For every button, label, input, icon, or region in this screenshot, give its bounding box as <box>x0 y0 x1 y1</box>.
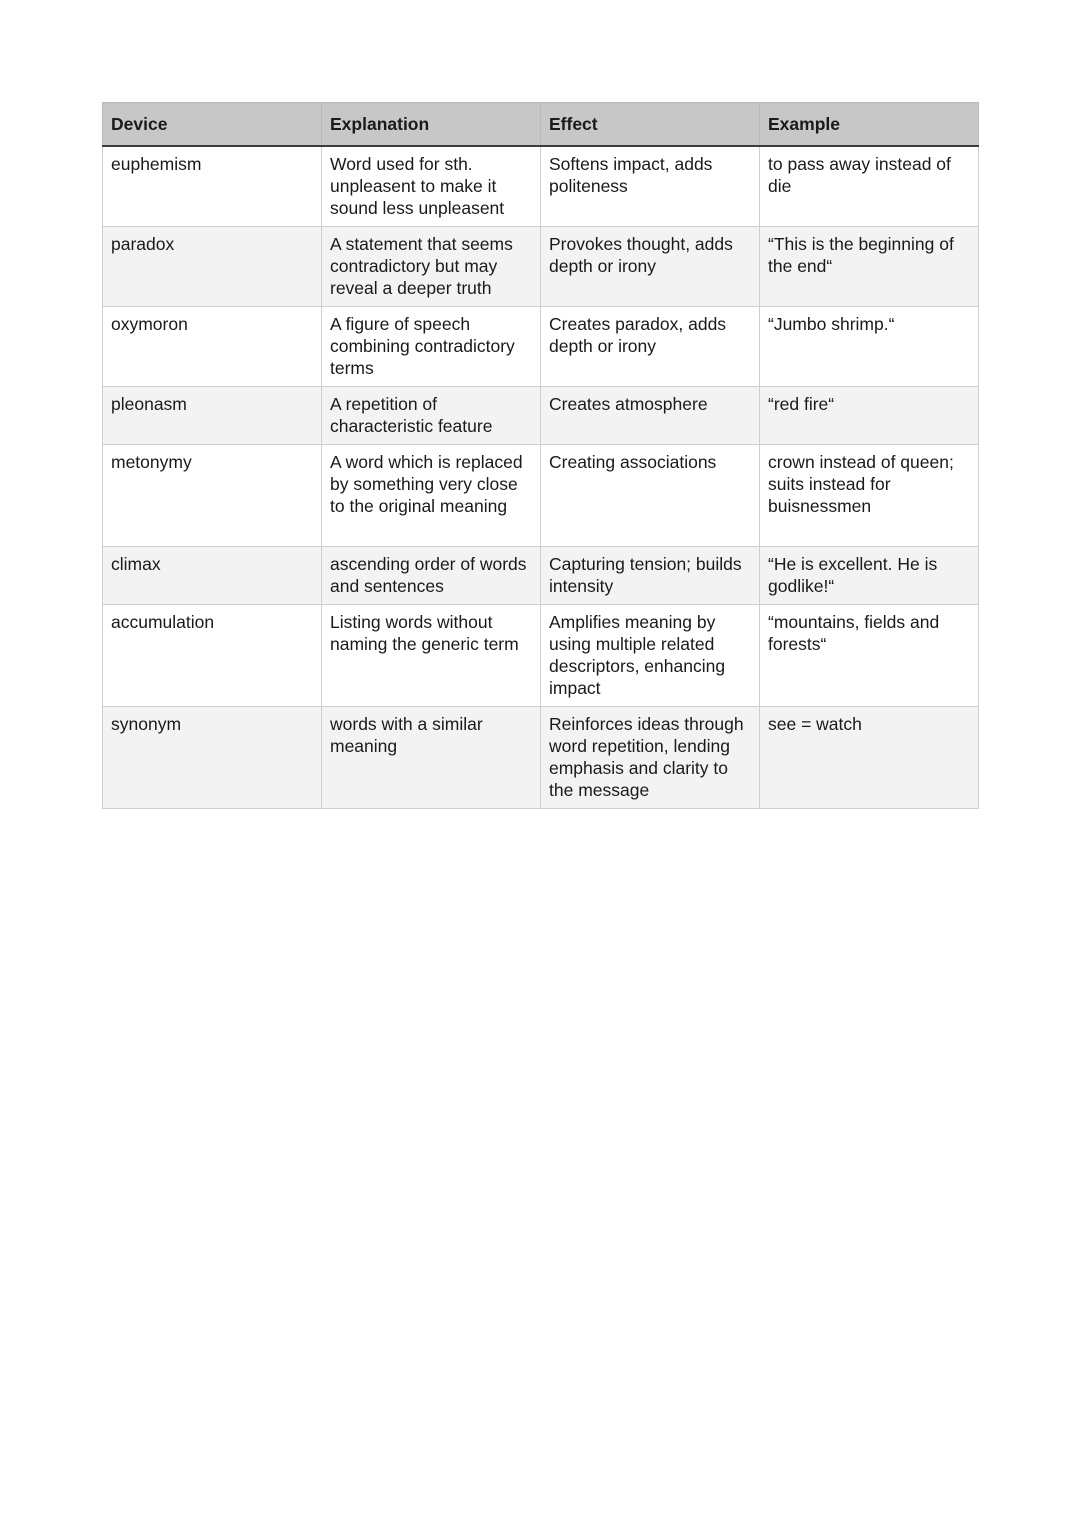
effect-cell: Reinforces ideas through word repetition, lending emphasis and clarity to the message <box>541 706 760 808</box>
table-row <box>103 306 979 386</box>
example-cell: to pass away instead of die <box>760 146 979 226</box>
example-cell: crown instead of queen; suits instead for buisnessmen <box>760 444 979 546</box>
stylistic-devices-table <box>102 102 979 809</box>
explanation-cell: A statement that seems contradictory but may reveal a deeper truth <box>322 226 541 306</box>
example-cell: “This is the beginning of the end“ <box>760 226 979 306</box>
device-cell: euphemism <box>103 146 322 226</box>
example-cell: “mountains, fields and forests“ <box>760 604 979 706</box>
effect-cell: Creates paradox, adds depth or irony <box>541 306 760 386</box>
explanation-cell: A word which is replaced by something very close to the original meaning <box>322 444 541 546</box>
explanation-cell: ascending order of words and sentences <box>322 546 541 604</box>
header-device: Device <box>103 103 322 147</box>
table-row <box>103 386 979 444</box>
header-effect: Effect <box>541 103 760 147</box>
example-cell: “red fire“ <box>760 386 979 444</box>
effect-cell: Creating associations <box>541 444 760 546</box>
table-row <box>103 226 979 306</box>
table-row <box>103 444 979 546</box>
table-row <box>103 546 979 604</box>
effect-cell: Capturing tension; builds intensity <box>541 546 760 604</box>
example-cell: see = watch <box>760 706 979 808</box>
table-header <box>103 103 979 147</box>
device-cell: pleonasm <box>103 386 322 444</box>
effect-cell: Amplifies meaning by using multiple related descriptors, enhancing impact <box>541 604 760 706</box>
table-body <box>103 146 979 808</box>
table-row <box>103 706 979 808</box>
device-cell: oxymoron <box>103 306 322 386</box>
example-cell: “He is excellent. He is godlike!“ <box>760 546 979 604</box>
header-row <box>103 103 979 147</box>
effect-cell: Softens impact, adds politeness <box>541 146 760 226</box>
example-cell: “Jumbo shrimp.“ <box>760 306 979 386</box>
explanation-cell: A repetition of characteristic feature <box>322 386 541 444</box>
explanation-cell: Word used for sth. unpleasent to make it sound less unpleasent <box>322 146 541 226</box>
effect-cell: Creates atmosphere <box>541 386 760 444</box>
table-row <box>103 604 979 706</box>
explanation-cell: words with a similar meaning <box>322 706 541 808</box>
device-cell: accumulation <box>103 604 322 706</box>
header-explanation: Explanation <box>322 103 541 147</box>
effect-cell: Provokes thought, adds depth or irony <box>541 226 760 306</box>
table-row <box>103 146 979 226</box>
device-cell: paradox <box>103 226 322 306</box>
header-example: Example <box>760 103 979 147</box>
explanation-cell: Listing words without naming the generic term <box>322 604 541 706</box>
device-cell: synonym <box>103 706 322 808</box>
device-cell: metonymy <box>103 444 322 546</box>
explanation-cell: A figure of speech combining contradictory terms <box>322 306 541 386</box>
device-cell: climax <box>103 546 322 604</box>
